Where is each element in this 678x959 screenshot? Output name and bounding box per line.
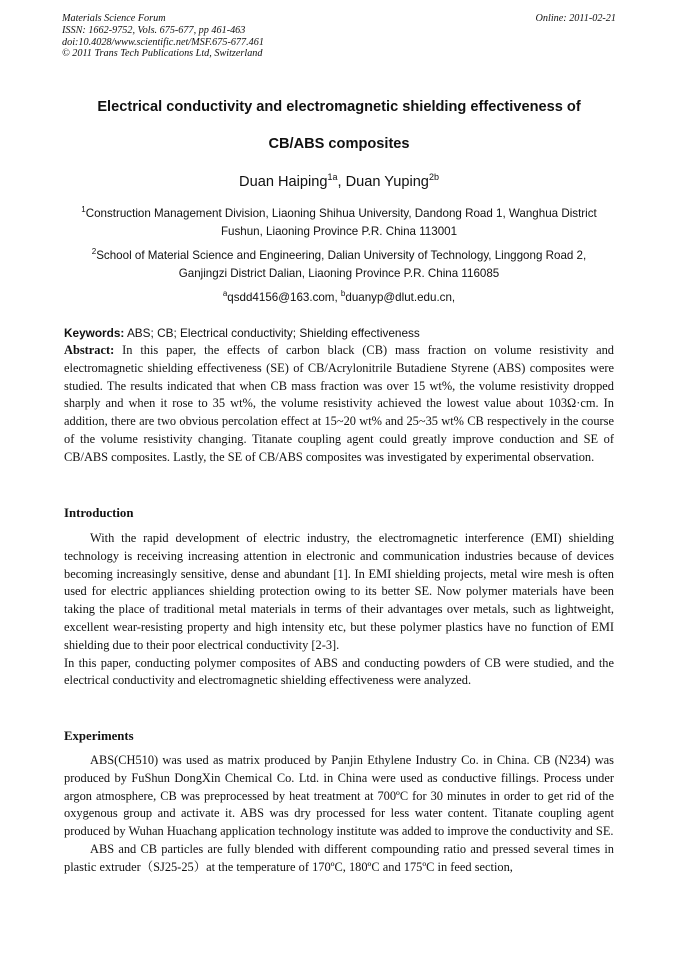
author-1-affiliation-mark: 1a	[327, 172, 338, 182]
abstract-paragraph	[64, 342, 614, 467]
journal-name: Materials Science Forum	[62, 13, 166, 24]
author-2: Duan Yuping	[345, 173, 429, 190]
title-line-2: CB/ABS composites	[268, 136, 410, 152]
email-a: qsdd4156@163.com,	[227, 290, 341, 304]
copyright-line: © 2011 Trans Tech Publications Ltd, Switzerland	[62, 48, 263, 60]
affiliation-2	[70, 243, 608, 284]
online-date: Online: 2011-02-21	[535, 13, 616, 24]
keywords-text: ABS; CB; Electrical conductivity; Shielding effectiveness	[124, 326, 420, 340]
email-b: duanyp@dlut.edu.cn,	[345, 290, 456, 304]
keywords-label: Keywords:	[64, 326, 125, 340]
introduction-section	[64, 530, 614, 690]
experiments-paragraph-2: ABS and CB particles are fully blended with different compounding ratio and pressed several times in plastic extruder（SJ25-25）at the temperature of 170ºC, 180ºC and 175ºC in feed section,	[64, 841, 614, 874]
affiliation-1	[70, 201, 608, 242]
doi-line: doi:10.4028/www.scientific.net/MSF.675-677.461	[62, 36, 264, 48]
author-list	[40, 167, 638, 192]
author-emails	[70, 286, 608, 306]
journal-header	[62, 13, 616, 60]
abstract-label: Abstract:	[64, 343, 115, 357]
title-line-1: Electrical conductivity and electromagnetic shielding effectiveness of	[97, 99, 581, 115]
experiments-paragraph-1: ABS(CH510) was used as matrix produced by Panjin Ethylene Industry Co. in China. CB (N234) was produced by FuShun DongXin Chemical Co. Ltd. in China were used as conductive fillings. Process under argon atmosphere, CB was preprocessed by heat treatment at 700ºC for 30 minutes in order to get rid of the oxygenous group and activate it. ABS was dry processed for less water content. Titanate coupling agent produced by Wuhan Huachang application technology institute was added to improve the conductivity and SE.	[64, 753, 614, 839]
email-b-mark: b	[340, 289, 346, 298]
affiliation-1-mark: 1	[81, 205, 86, 214]
email-a-mark: a	[222, 289, 228, 298]
affiliation-1-text: Construction Management Division, Liaoning Shihua University, Dandong Road 1, Wanghua District Fushun, Liaoning Province P.R. China 113001	[85, 206, 597, 239]
introduction-paragraph-2: In this paper, conducting polymer composites of ABS and conducting powders of CB were studied, and the electrical conductivity and electromagnetic shielding effectiveness were analyzed.	[64, 655, 614, 688]
affiliation-2-mark: 2	[91, 247, 97, 256]
abstract-section	[64, 342, 614, 467]
affiliation-2-text: School of Material Science and Engineering, Dalian University of Technology, Linggong Road 2, Ganjingzi District Dalian, Liaoning Province P.R. China 116085	[96, 248, 587, 281]
experiments-section	[64, 752, 614, 877]
author-1: Duan Haiping	[239, 173, 328, 190]
introduction-paragraph-1: With the rapid development of electric industry, the electromagnetic interference (EMI) shielding technology is receiving increasing attention in electronic and communication industries because of devices becoming increasingly sensitive, dense and abundant [1]. In EMI shielding projects, metal wire mesh is often used for electric appliances shielding protection owing to its better SE. Now polymer materials have been taking the place of traditional metal materials in terms of their advantages over metals, such as lightweight, excellent wear-resisting property and high intensity etc, but these polymer plastics have no function of EMI shielding due to their poor electrical conductivity [2-3].	[64, 531, 614, 652]
author-2-affiliation-mark: 2b	[428, 172, 439, 182]
abstract-text: In this paper, the effects of carbon black (CB) mass fraction on volume resistivity and electromagnetic shielding effectiveness (SE) of CB/Acrylonitrile Butadiene Styrene (ABS) composites were studied. The results indicated that when CB mass fraction was over 15 wt%, the volume resistivity dropped sharply and when it rose to 35 wt%, the volume resistivity achieved the lowest value about 103Ω·cm. In addition, there are two obvious percolation effect at 15~20 wt% and 25~35 wt% CB respectively in the course of the volume resistivity changing. Titanate coupling agent could greatly improve conduction and SE of CB/ABS composites. Lastly, the SE of CB/ABS composites was investigated by experimental observation.	[64, 343, 614, 464]
introduction-heading: Introduction	[64, 506, 134, 520]
experiments-heading: Experiments	[64, 729, 134, 743]
author-separator: ,	[337, 173, 346, 190]
paper-title	[40, 89, 638, 163]
keywords-line	[64, 325, 616, 341]
issn-line: ISSN: 1662-9752, Vols. 675-677, pp 461-463	[62, 24, 246, 36]
